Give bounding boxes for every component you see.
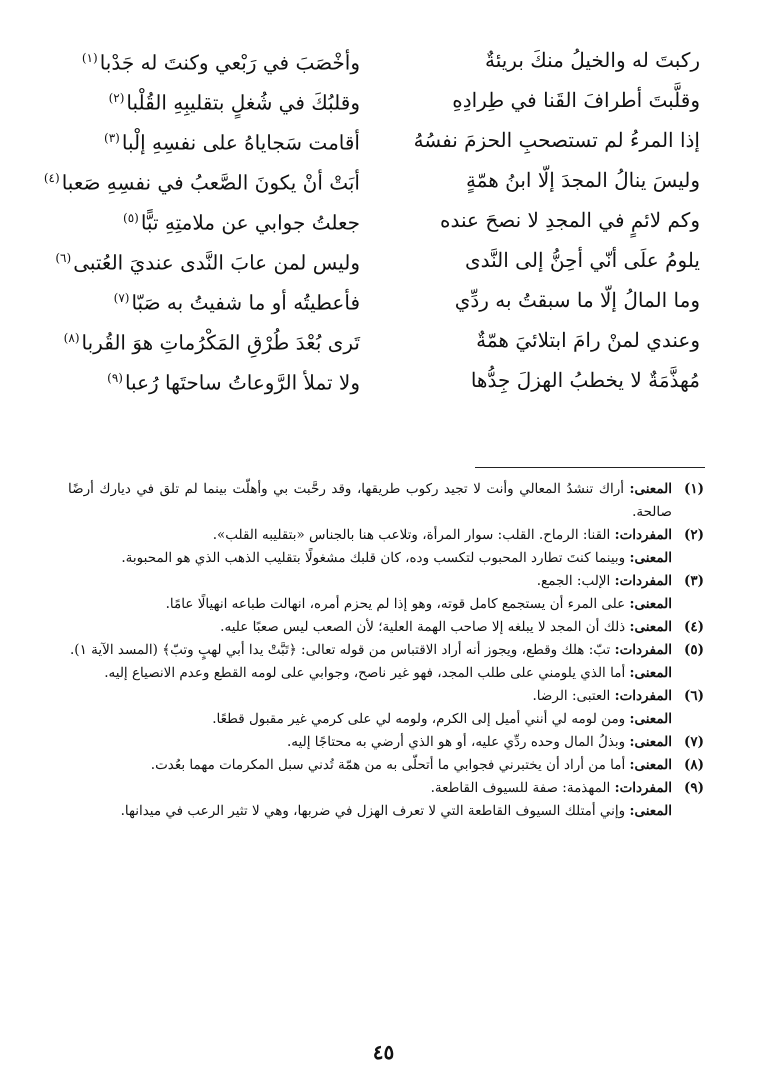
footnote — [68, 708, 704, 731]
footnote-text: على المرء أن يستجمع كامل قوته، وهو إذا لم يحزم أمره، انهالت طباعه انهيالًا عامًا. — [165, 596, 626, 612]
verse-second-hemistich — [60, 38, 360, 83]
verse-first-hemistich: وقلَّبتَ أطرافَ القَنا في طِرادِهِ — [452, 88, 700, 112]
footnote-number: (٨) — [683, 757, 704, 773]
footnote-label: المعنى: — [629, 803, 672, 819]
verse — [60, 320, 700, 360]
verse-first-hemistich: وما المالُ إلّا ما سبقتُ به ردِّي — [454, 288, 700, 312]
footnote-ref[interactable]: (٤) — [43, 170, 60, 185]
footnote — [68, 777, 704, 800]
verse-second-hemistich — [60, 118, 360, 163]
footnote-text: ومن لومه لي أنني أميل إلى الكرم، ولومه لي على كرمي غير مقبول قطعًا. — [212, 711, 626, 727]
footnote-label: المفردات: — [614, 527, 672, 543]
hemistich-text: وقلبُكَ في شُغلٍ بتقليبِهِ القُلْبا — [126, 90, 360, 115]
footnote-number: (٢) — [683, 527, 704, 543]
footnote-number: (٥) — [683, 642, 704, 658]
footnote-text: أما من أراد أن يختبرني فجوابي ما أتحلّى به من همّة تُدني سبل المكرمات مهما بعُدت. — [150, 757, 626, 773]
footnote — [68, 478, 704, 524]
verse-first-hemistich: إذا المرءُ لم تستصحبِ الحزمَ نفسُهُ — [413, 128, 700, 152]
footnotes — [68, 478, 704, 823]
footnote-text: أما الذي يلومني على طلب المجد، فهو غير ناصح، وجوابي على لومه القطع وعدم الانصياع إليه. — [104, 665, 626, 681]
footnote-number: (٣) — [683, 573, 704, 589]
footnote-ref[interactable]: (٧) — [113, 290, 130, 305]
verse-first-hemistich: وكم لائمٍ في المجدِ لا نصحَ عنده — [440, 208, 700, 232]
verse-second-hemistich — [60, 278, 360, 323]
footnote-label: المعنى: — [629, 665, 672, 681]
verse — [60, 80, 700, 120]
verse-first-hemistich: وعندي لمنْ رامَ ابتلائيَ همّةٌ — [476, 328, 700, 352]
footnote-text: تبّ: هلك وقطع، ويجوز أنه أراد الاقتباس من قوله تعالى: ﴿تَبَّتْ يدا أبي لهبٍ وتبّ﴾ (المسد الآية ١). — [70, 642, 611, 658]
footnote-ref[interactable]: (٥) — [123, 210, 139, 225]
footnote-text: وبينما كنتَ تطارد المحبوب لتكسب وده، كان قلبك مشغولًا بتقليب الذهب الذي هو المحبوبة. — [121, 550, 626, 566]
verse-first-hemistich: يلومُ علَى أنّي أحِنُّ إلى النَّدى — [464, 248, 700, 272]
footnote-text: الإلب: الجمع. — [536, 573, 611, 589]
footnote-ref[interactable]: (٢) — [108, 90, 125, 105]
verse-first-hemistich: وليسَ ينالُ المجدَ إلّا ابنُ همّةٍ — [465, 168, 700, 192]
footnote-label: المفردات: — [614, 573, 672, 589]
footnote-number: (٩) — [683, 780, 704, 796]
footnote — [68, 662, 704, 685]
verse-second-hemistich — [43, 158, 360, 203]
verse — [43, 160, 700, 200]
hemistich-text: تَرى بُعْدَ طُرْقِ المَكْرُماتِ هوَ القُربا — [81, 330, 360, 355]
hemistich-text: جعلتُ جوابي عن ملامتِهِ تبًّا — [140, 210, 360, 235]
footnote-number: (١) — [683, 481, 704, 497]
verse — [55, 240, 700, 280]
footnote-label: المعنى: — [629, 550, 672, 566]
footnote-label: المعنى: — [629, 619, 672, 635]
hemistich-text: ولا تملأ الرَّوعاتُ ساحتَها رُعبا — [124, 370, 360, 395]
verse — [60, 280, 700, 320]
footnote — [68, 524, 704, 547]
footnote-label: المفردات: — [614, 780, 672, 796]
footnote-text: وبذلُ المال وحده ردِّي عليه، أو هو الذي أرضي به محتاجًا إليه. — [287, 734, 626, 750]
footnote-label: المعنى: — [629, 734, 672, 750]
footnote-ref[interactable]: (١) — [81, 50, 98, 65]
footnote — [68, 547, 704, 570]
footnote-text: العتبى: الرضا. — [532, 688, 611, 704]
footnote — [68, 639, 704, 662]
verse-second-hemistich — [60, 358, 360, 403]
footnote-label: المعنى: — [629, 711, 672, 727]
footnote-label: المعنى: — [629, 481, 672, 497]
footnote-text: المهذمة: صفة للسيوف القاطعة. — [430, 780, 611, 796]
verse-first-hemistich: مُهذَّمَةٌ لا يخطبُ الهزلَ جِدُّها — [470, 368, 700, 392]
footnote-ref[interactable]: (٣) — [104, 130, 120, 145]
footnote-label: المفردات: — [614, 642, 672, 658]
footnote — [68, 754, 704, 777]
footnote — [68, 616, 704, 639]
footnote — [68, 731, 704, 754]
footnote-text: ذلك أن المجد لا يبلغه إلا صاحب الهمة العلية؛ لأن الصعب ليس صعبًا عليه. — [220, 619, 626, 635]
footnote-separator — [475, 467, 705, 468]
footnote-number: (٦) — [683, 688, 704, 704]
footnote-text: القنا: الرماح. القلب: سوار المرأة، وتلاعب هنا بالجناس «بتقليبه القلب». — [212, 527, 611, 543]
verse-first-hemistich: ركبتَ له والخيلُ منكَ بريئةٌ — [484, 48, 700, 72]
verse — [60, 120, 700, 160]
hemistich-text: فأعطيتُه أو ما شفيتُ به صَبّا — [131, 290, 360, 315]
hemistich-text: وليس لمن عابَ النَّدى عنديَ العُتبى — [73, 250, 360, 275]
verse — [60, 360, 700, 400]
footnote-number: (٤) — [683, 619, 704, 635]
hemistich-text: أبَتْ أنْ يكونَ الصَّعبُ في نفسِهِ صَعبا — [61, 170, 360, 195]
footnote — [68, 685, 704, 708]
footnote-text: أراك تنشدُ المعالي وأنت لا تجيد ركوب طريقها، وقد رحَّبت بي وأهلّت بينما لم تلق في ديارك أرضًا صالحة. — [68, 481, 672, 520]
footnote-ref[interactable]: (٦) — [55, 250, 72, 265]
footnote-ref[interactable]: (٩) — [107, 370, 123, 385]
footnote-label: المعنى: — [629, 596, 672, 612]
verse — [60, 40, 700, 80]
footnote-text: وإني أمتلك السيوف القاطعة التي لا تعرف الهزل في ضربها، وهي لا تثير الرعب في ميدانها. — [120, 803, 626, 819]
footnote-ref[interactable]: (٨) — [63, 330, 80, 345]
hemistich-text: وأخْصَبَ في رَبْعي وكنتَ له جَدْبا — [99, 50, 360, 75]
footnote — [68, 800, 704, 823]
verse-second-hemistich — [60, 78, 360, 123]
poem — [43, 40, 700, 400]
verse-second-hemistich — [60, 198, 360, 243]
hemistich-text: أقامت سَجاياهُ على نفسِهِ إلْبا — [121, 130, 360, 155]
verse — [60, 200, 700, 240]
page-number: ٤٥ — [372, 1040, 395, 1064]
footnote — [68, 593, 704, 616]
verse-second-hemistich — [55, 238, 360, 283]
footnote-label: المفردات: — [614, 688, 672, 704]
footnote-label: المعنى: — [629, 757, 672, 773]
footnote — [68, 570, 704, 593]
verse-second-hemistich — [60, 318, 360, 363]
footnote-number: (٧) — [683, 734, 704, 750]
